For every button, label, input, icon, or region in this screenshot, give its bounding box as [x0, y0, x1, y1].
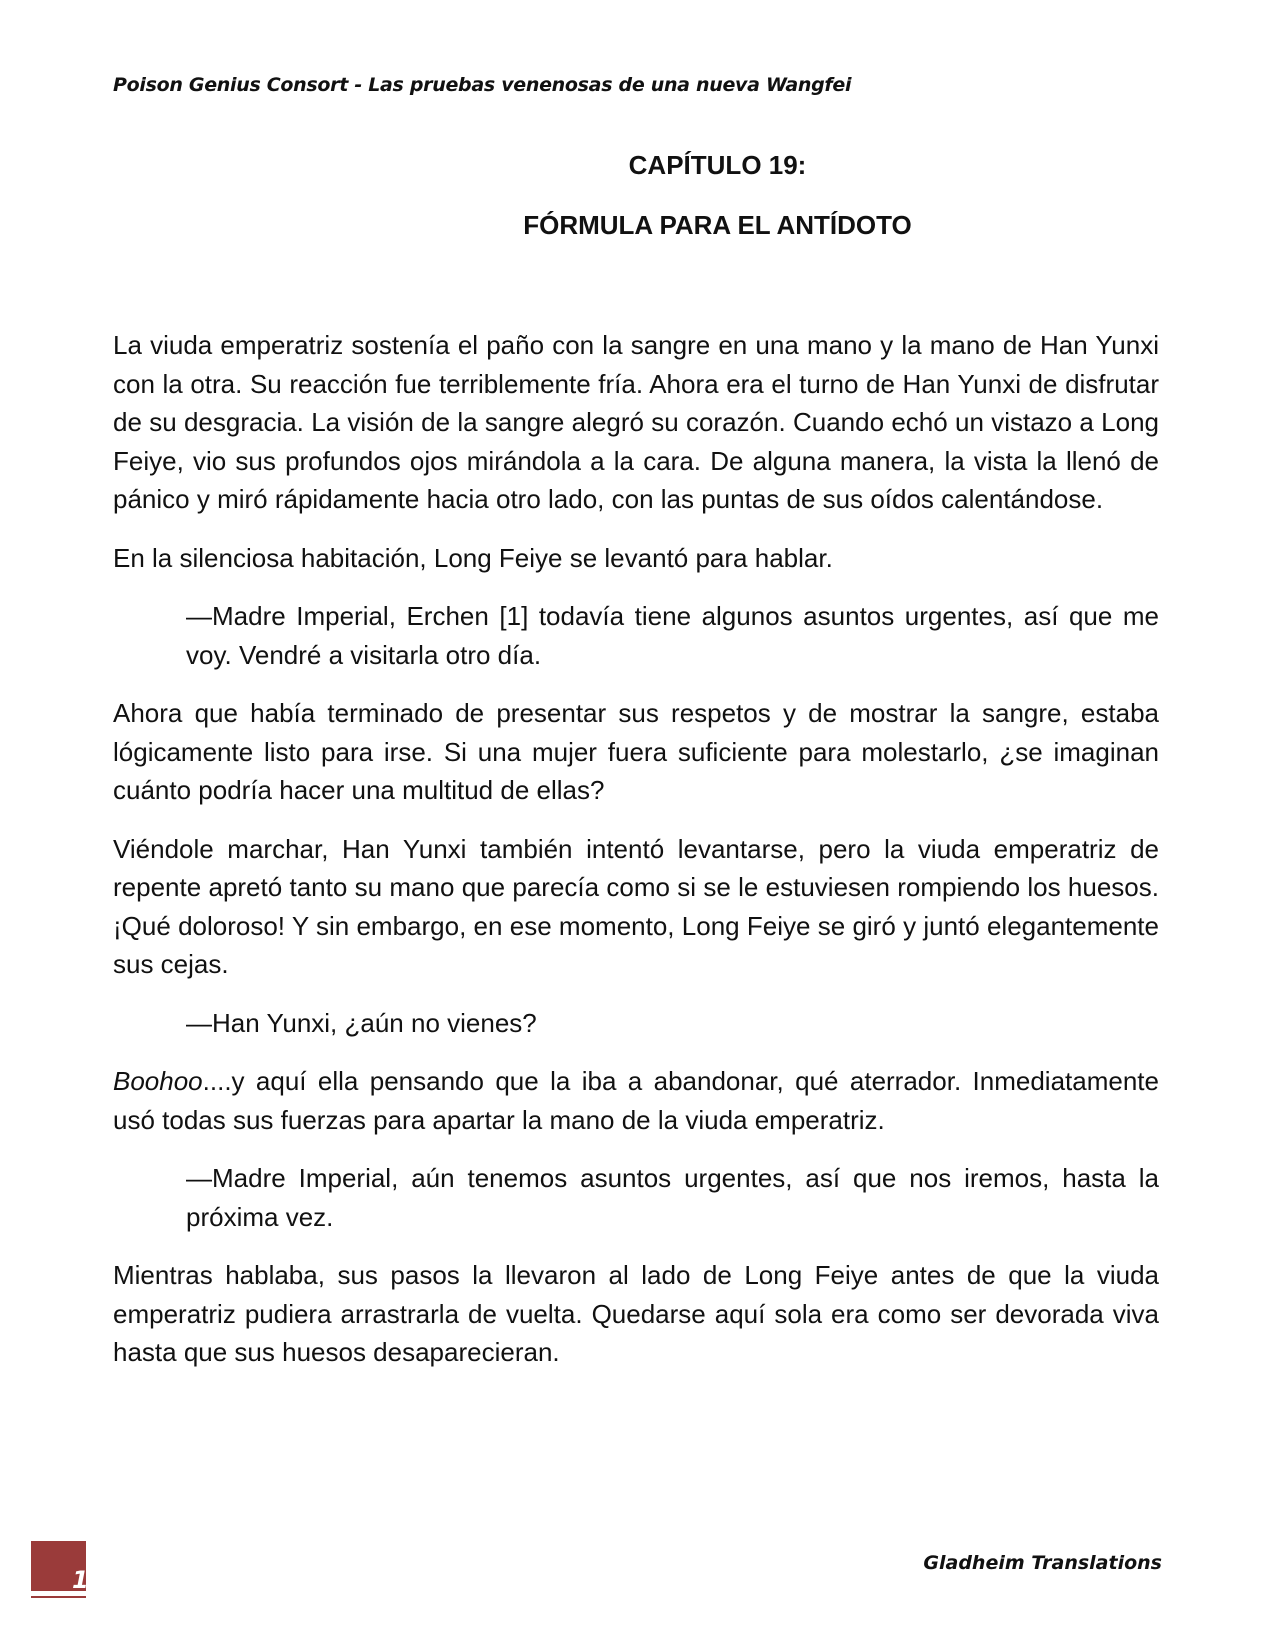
paragraph: Mientras hablaba, sus pasos la llevaron al lado de Long Feiye antes de que la viuda emperatriz pudiera arrastrarla de vuelta. Quedarse aquí sola era como ser devorada viva hasta que sus huesos desaparecieran. [113, 1260, 1159, 1367]
dialogue-line: —Han Yunxi, ¿aún no vienes? [186, 1007, 537, 1038]
paragraph: Ahora que había terminado de presentar sus respetos y de mostrar la sangre, estaba lógicamente listo para irse. Si una mujer fuera suficiente para molestarlo, ¿se imaginan cuánto podría hacer una multitud de ellas? [113, 698, 1159, 805]
paragraph: La viuda emperatriz sostenía el paño con la sangre en una mano y la mano de Han Yunxi con la otra. Su reacción fue terriblemente fría. Ahora era el turno de Han Yunxi de disfrutar de su desgracia. La visión de la sangre alegró su corazón. Cuando echó un vistazo a Long Feiye, vio sus profundos ojos mirándola a la cara. De alguna manera, la vista la llenó de pánico y miró rápidamente hacia otro lado, con las puntas de sus oídos calentándose. [113, 330, 1159, 514]
chapter-body [113, 326, 1159, 1392]
italic-onomatopoeia: Boohoo [113, 1066, 203, 1096]
running-header: Poison Genius Consort - Las pruebas venenosas de una nueva Wangfei [113, 74, 852, 96]
paragraph: Viéndole marchar, Han Yunxi también intentó levantarse, pero la viuda emperatriz de repente apretó tanto su mano que parecía como si se le estuviesen rompiendo los huesos. ¡Qué doloroso! Y sin embargo, en ese momento, Long Feiye se giró y juntó elegantemente sus cejas. [113, 833, 1159, 979]
paragraph-text: ....y aquí ella pensando que la iba a abandonar, qué aterrador. Inmediatamente usó todas sus fuerzas para apartar la mano de la viuda emperatriz. [113, 1066, 1159, 1135]
page-number-underline [31, 1596, 86, 1598]
chapter-title: FÓRMULA PARA EL ANTÍDOTO [523, 210, 912, 240]
dialogue-line: —Madre Imperial, Erchen [1] todavía tiene algunos asuntos urgentes, así que me voy. Vendré a visitarla otro día. [186, 601, 1159, 670]
chapter-number: CAPÍTULO 19: [628, 150, 807, 180]
dialogue-line: —Madre Imperial, aún tenemos asuntos urgentes, así que nos iremos, hasta la próxima vez. [186, 1163, 1159, 1232]
paragraph [113, 1062, 1159, 1139]
translator-credit: Gladheim Translations [923, 1552, 1162, 1574]
paragraph: En la silenciosa habitación, Long Feiye se levantó para hablar. [113, 542, 833, 573]
page-number: 1 [72, 1566, 89, 1594]
